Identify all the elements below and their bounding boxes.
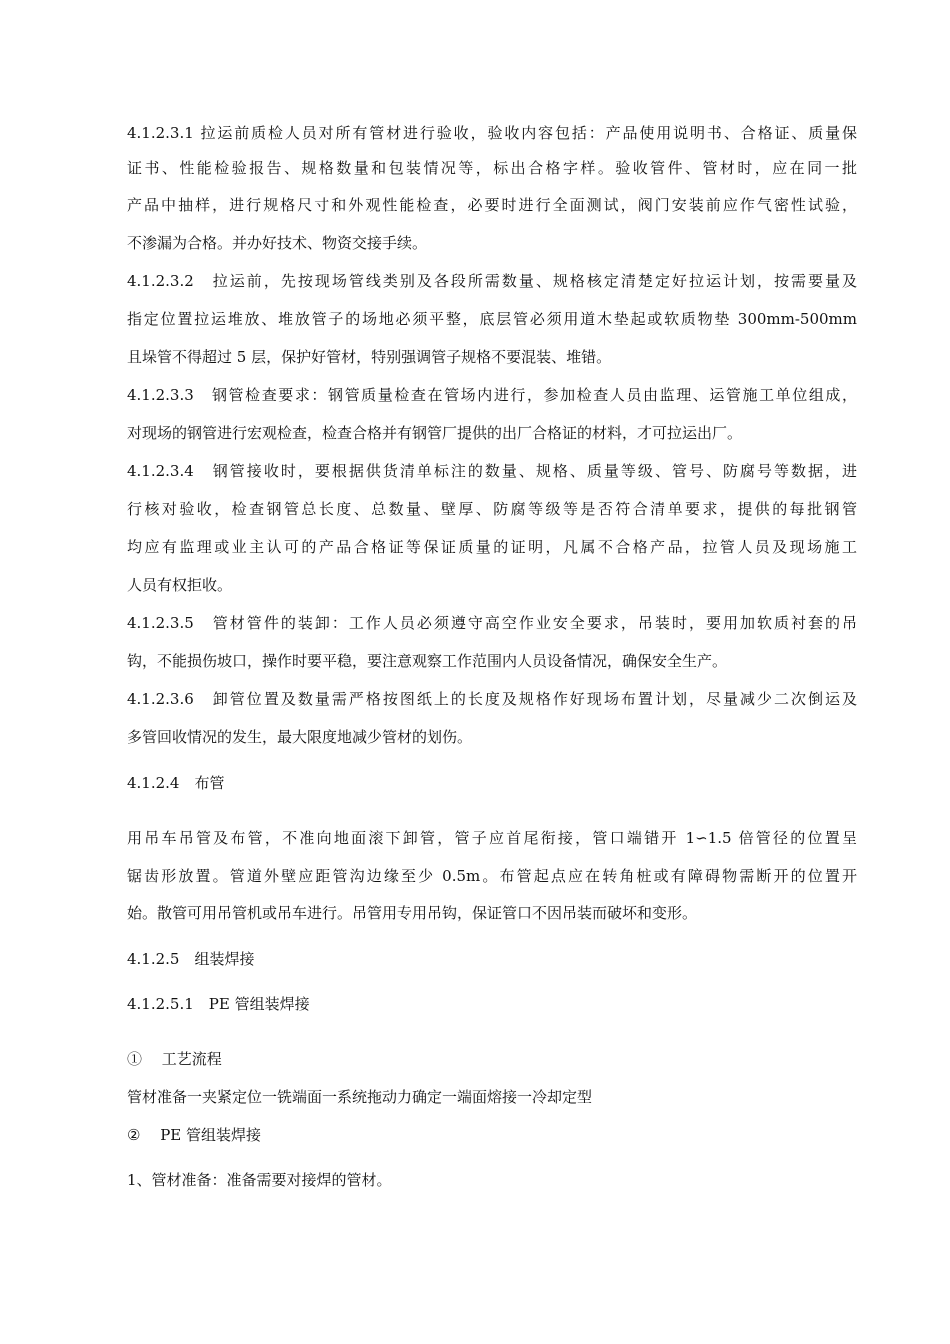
list-item-process-flow: ① 工艺流程 bbox=[127, 1050, 222, 1068]
paragraph-4-1-2-3-4-line-2: 行核对验收，检查钢管总长度、总数量、壁厚、防腐等级等是否符合清单要求，提供的每批钢管 bbox=[127, 500, 857, 518]
paragraph-4-1-2-3-5-line-1: 4.1.2.3.5 管材管件的装卸：工作人员必须遵守高空作业安全要求，吊装时，要用加软质衬套的吊 bbox=[127, 614, 857, 632]
paragraph-4-1-2-3-4-line-3: 均应有监理或业主认可的产品合格证等保证质量的证明，凡属不合格产品，拉管人员及现场施工 bbox=[127, 538, 857, 556]
heading-4-1-2-5-1: 4.1.2.5.1 PE 管组装焊接 bbox=[127, 995, 310, 1013]
process-flow-text: 管材准备一夹紧定位一铣端面一系统拖动力确定一端面熔接一冷却定型 bbox=[127, 1088, 593, 1106]
paragraph-layout-line-1: 用吊车吊管及布管，不准向地面滚下卸管，管子应首尾衔接，管口端错开 1∽1.5 倍管径的位置呈 bbox=[127, 829, 857, 847]
paragraph-4-1-2-3-6-line-1: 4.1.2.3.6 卸管位置及数量需严格按图纸上的长度及规格作好现场布置计划，尽量减少二次倒运及 bbox=[127, 690, 857, 708]
paragraph-4-1-2-3-6-line-2: 多管回收情况的发生，最大限度地减少管材的划伤。 bbox=[127, 728, 473, 746]
heading-4-1-2-5: 4.1.2.5 组装焊接 bbox=[127, 950, 255, 968]
paragraph-4-1-2-3-5-line-2: 钩，不能损伤坡口，操作时要平稳，要注意观察工作范围内人员设备情况，确保安全生产。 bbox=[127, 652, 728, 670]
paragraph-layout-line-3: 始。散管可用吊管机或吊车进行。吊管用专用吊钩，保证管口不因吊装而破坏和变形。 bbox=[127, 904, 698, 922]
paragraph-4-1-2-3-3-line-1: 4.1.2.3.3 钢管检查要求：钢管质量检查在管场内进行，参加检查人员由监理、运管施工单位组成， bbox=[127, 386, 857, 404]
step-1-pipe-preparation: 1、管材准备：准备需要对接焊的管材。 bbox=[127, 1171, 392, 1189]
paragraph-4-1-2-3-2-line-1: 4.1.2.3.2 拉运前，先按现场管线类别及各段所需数量、规格核定清楚定好拉运计划，按需要量及 bbox=[127, 272, 857, 290]
paragraph-4-1-2-3-3-line-2: 对现场的钢管进行宏观检查，检查合格并有钢管厂提供的出厂合格证的材料，才可拉运出厂。 bbox=[127, 424, 743, 442]
paragraph-4-1-2-3-1-line-3: 产品中抽样，进行规格尺寸和外观性能检查，必要时进行全面测试，阀门安装前应作气密性试验， bbox=[127, 196, 857, 214]
paragraph-4-1-2-3-1-line-4: 不渗漏为合格。并办好技术、物资交接手续。 bbox=[127, 234, 428, 252]
paragraph-4-1-2-3-2-line-3: 且垛管不得超过 5 层，保护好管材，特别强调管子规格不要混装、堆错。 bbox=[127, 348, 612, 366]
paragraph-4-1-2-3-2-line-2: 指定位置拉运堆放、堆放管子的场地必须平整，底层管必须用道木垫起或软质物垫 300mm-500mm bbox=[127, 310, 857, 328]
paragraph-4-1-2-3-4-line-4: 人员有权拒收。 bbox=[127, 576, 233, 594]
paragraph-4-1-2-3-1-line-2: 证书、性能检验报告、规格数量和包装情况等，标出合格字样。验收管件、管材时，应在同一批 bbox=[127, 159, 857, 177]
list-item-pe-assembly-welding: ② PE 管组装焊接 bbox=[127, 1126, 262, 1144]
paragraph-4-1-2-3-4-line-1: 4.1.2.3.4 钢管接收时，要根据供货清单标注的数量、规格、质量等级、管号、防腐号等数据，进 bbox=[127, 462, 857, 480]
paragraph-4-1-2-3-1-line-1: 4.1.2.3.1 拉运前质检人员对所有管材进行验收，验收内容包括：产品使用说明书、合格证、质量保 bbox=[127, 124, 857, 142]
heading-4-1-2-4: 4.1.2.4 布管 bbox=[127, 774, 225, 792]
paragraph-layout-line-2: 锯齿形放置。管道外壁应距管沟边缘至少 0.5m。布管起点应在转角桩或有障碍物需断开的位置开 bbox=[127, 867, 857, 885]
